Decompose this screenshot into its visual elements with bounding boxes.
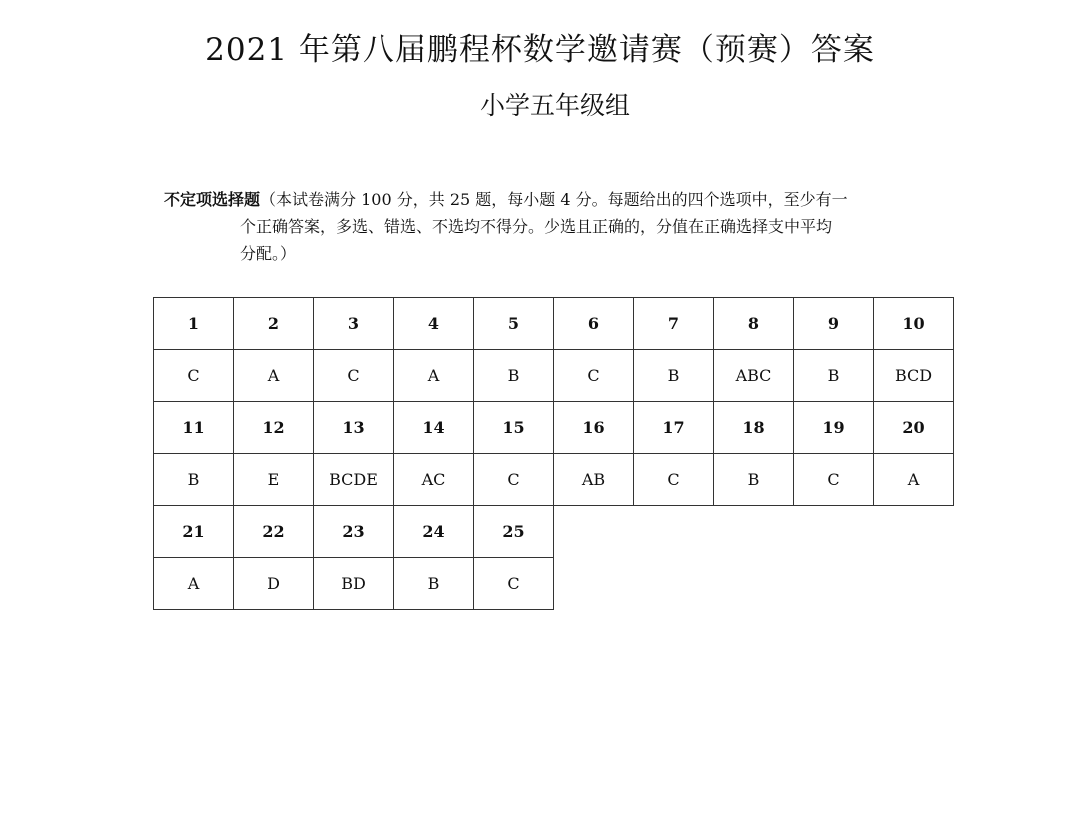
answer-cell: BCDE	[314, 454, 394, 506]
question-number-row	[154, 298, 954, 350]
page-subtitle: 小学五年级组	[479, 91, 630, 120]
answer-cell: C	[474, 558, 554, 610]
question-number: 1	[154, 298, 234, 350]
answer-cell: C	[154, 350, 234, 402]
empty-cell	[874, 558, 954, 610]
question-number: 17	[634, 402, 714, 454]
answer-cell: C	[634, 454, 714, 506]
answer-cell: C	[554, 350, 634, 402]
instructions-line-3: 分配。）	[240, 244, 297, 263]
empty-cell	[554, 506, 634, 558]
answer-row	[154, 454, 954, 506]
answer-cell: B	[154, 454, 234, 506]
question-number: 20	[874, 402, 954, 454]
question-number: 14	[394, 402, 474, 454]
answer-cell: A	[874, 454, 954, 506]
instructions	[164, 186, 954, 267]
question-number: 16	[554, 402, 634, 454]
answer-cell: E	[234, 454, 314, 506]
answer-cell: A	[394, 350, 474, 402]
page-title: 2021 年第八届鹏程杯数学邀请赛（预赛）答案	[205, 32, 875, 68]
question-number: 7	[634, 298, 714, 350]
question-number: 12	[234, 402, 314, 454]
question-number: 5	[474, 298, 554, 350]
answer-cell: BD	[314, 558, 394, 610]
answer-cell: B	[794, 350, 874, 402]
answer-cell: AC	[394, 454, 474, 506]
question-number-row	[154, 402, 954, 454]
question-number: 2	[234, 298, 314, 350]
question-number: 18	[714, 402, 794, 454]
answer-cell: ABC	[714, 350, 794, 402]
question-number: 15	[474, 402, 554, 454]
question-number: 23	[314, 506, 394, 558]
answer-cell: AB	[554, 454, 634, 506]
question-number: 19	[794, 402, 874, 454]
empty-cell	[714, 506, 794, 558]
instructions-line-2: 个正确答案，多选、错选、不选均不得分。少选且正确的，分值在正确选择支中平均	[240, 217, 833, 236]
answer-cell: BCD	[874, 350, 954, 402]
answer-cell: B	[634, 350, 714, 402]
question-number: 25	[474, 506, 554, 558]
question-number: 10	[874, 298, 954, 350]
instructions-label: 不定项选择题	[164, 190, 261, 209]
empty-cell	[634, 506, 714, 558]
question-number: 6	[554, 298, 634, 350]
question-number: 4	[394, 298, 474, 350]
answer-cell: B	[394, 558, 474, 610]
question-number: 24	[394, 506, 474, 558]
question-number: 8	[714, 298, 794, 350]
empty-cell	[634, 558, 714, 610]
answer-cell: C	[474, 454, 554, 506]
question-number: 13	[314, 402, 394, 454]
answer-cell: A	[154, 558, 234, 610]
question-number: 22	[234, 506, 314, 558]
answer-row	[154, 558, 954, 610]
question-number: 21	[154, 506, 234, 558]
answer-row	[154, 350, 954, 402]
question-number-row	[154, 506, 954, 558]
instructions-line-1: （本试卷满分 100 分，共 25 题，每小题 4 分。每题给出的四个选项中，至少有一	[260, 190, 848, 209]
empty-cell	[874, 506, 954, 558]
answer-cell: A	[234, 350, 314, 402]
answer-cell: C	[794, 454, 874, 506]
question-number: 3	[314, 298, 394, 350]
question-number: 11	[154, 402, 234, 454]
answer-cell: D	[234, 558, 314, 610]
answer-table	[153, 297, 954, 610]
question-number: 9	[794, 298, 874, 350]
empty-cell	[794, 558, 874, 610]
empty-cell	[714, 558, 794, 610]
answer-cell: B	[714, 454, 794, 506]
answer-cell: C	[314, 350, 394, 402]
empty-cell	[554, 558, 634, 610]
answer-cell: B	[474, 350, 554, 402]
empty-cell	[794, 506, 874, 558]
